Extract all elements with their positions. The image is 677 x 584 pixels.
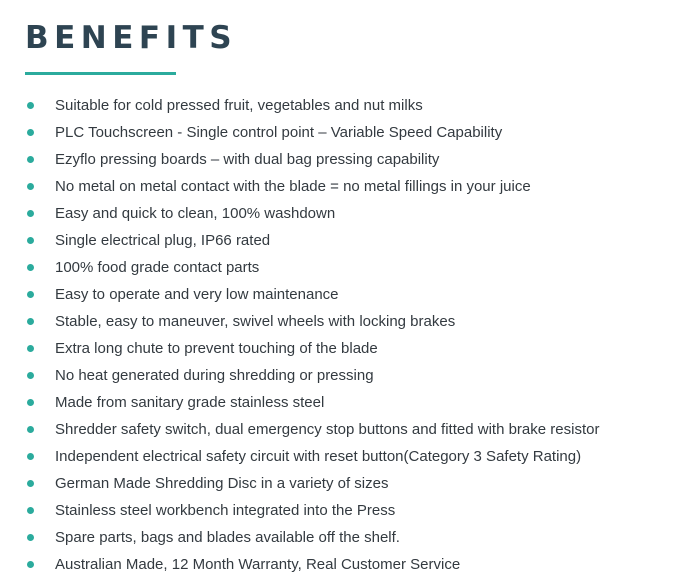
benefit-text: PLC Touchscreen - Single control point – Variable Speed Capability [55,124,503,141]
list-item [0,92,677,119]
benefit-text: Stable, easy to maneuver, swivel wheels with locking brakes [55,313,456,330]
bullet-icon [27,426,34,433]
benefit-text: Extra long chute to prevent touching of the blade [55,340,378,357]
benefit-text: Ezyflo pressing boards – with dual bag pressing capability [55,151,440,168]
benefit-text: Made from sanitary grade stainless steel [55,394,325,411]
benefit-text: Spare parts, bags and blades available off the shelf. [55,529,400,546]
bullet-icon [27,480,34,487]
title-underline [25,72,176,75]
bullet-icon [27,345,34,352]
benefit-text: Easy to operate and very low maintenance [55,286,339,303]
benefit-text: No metal on metal contact with the blade = no metal fillings in your juice [55,178,531,195]
list-item [0,416,677,443]
bullet-icon [27,534,34,541]
benefit-text: Easy and quick to clean, 100% washdown [55,205,336,222]
benefit-text: 100% food grade contact parts [55,259,260,276]
benefit-text: Australian Made, 12 Month Warranty, Real Customer Service [55,556,461,573]
benefits-list [0,92,677,578]
bullet-icon [27,372,34,379]
benefit-text: Single electrical plug, IP66 rated [55,232,271,249]
bullet-icon [27,156,34,163]
list-item [0,524,677,551]
list-item [0,470,677,497]
list-item [0,146,677,173]
bullet-icon [27,237,34,244]
bullet-icon [27,291,34,298]
bullet-icon [27,507,34,514]
list-item [0,497,677,524]
bullet-icon [27,129,34,136]
benefit-text: No heat generated during shredding or pressing [55,367,374,384]
bullet-icon [27,318,34,325]
benefit-text: Suitable for cold pressed fruit, vegetables and nut milks [55,97,423,114]
list-item [0,173,677,200]
benefit-text: German Made Shredding Disc in a variety of sizes [55,475,389,492]
benefit-text: Shredder safety switch, dual emergency stop buttons and fitted with brake resistor [55,421,600,438]
bullet-icon [27,183,34,190]
bullet-icon [27,453,34,460]
benefit-text: Stainless steel workbench integrated into the Press [55,502,396,519]
list-item [0,362,677,389]
list-item [0,281,677,308]
list-item [0,308,677,335]
bullet-icon [27,102,34,109]
list-item [0,254,677,281]
list-item [0,551,677,578]
list-item [0,443,677,470]
bullet-icon [27,264,34,271]
page-title: BENEFITS [25,20,238,56]
list-item [0,227,677,254]
bullet-icon [27,210,34,217]
list-item [0,389,677,416]
list-item [0,200,677,227]
benefit-text: Independent electrical safety circuit with reset button(Category 3 Safety Rating) [55,448,582,465]
bullet-icon [27,399,34,406]
list-item [0,335,677,362]
list-item [0,119,677,146]
bullet-icon [27,561,34,568]
